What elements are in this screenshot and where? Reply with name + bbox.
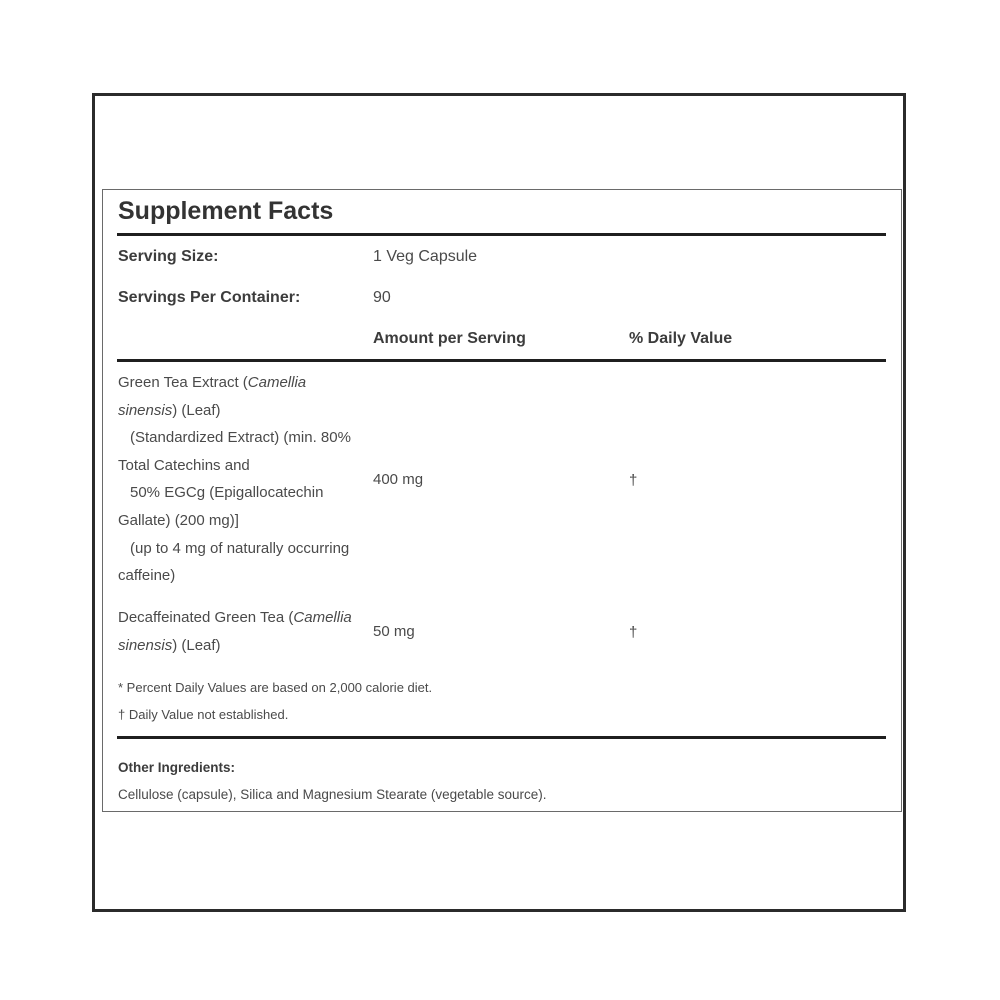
header-divider xyxy=(117,359,886,362)
ingredient-line: Decaffeinated Green Tea (Camellia xyxy=(118,609,352,626)
title-divider xyxy=(117,233,886,236)
ingredient-dv-decaf-green-tea: † xyxy=(629,624,638,641)
page-title: Supplement Facts xyxy=(118,197,334,225)
other-ingredients-label: Other Ingredients: xyxy=(118,760,236,775)
footnote-divider xyxy=(117,736,886,739)
ingredient-dv-green-tea-extract: † xyxy=(629,472,638,489)
ingredient-amount-green-tea-extract: 400 mg xyxy=(373,471,424,488)
ingredient-line: (Standardized Extract) (min. 80% xyxy=(130,429,351,447)
other-ingredients-text: Cellulose (capsule), Silica and Magnesium Stearate (vegetable source). xyxy=(118,787,547,802)
ingredient-line: caffeine) xyxy=(118,567,176,585)
daily-value-header: % Daily Value xyxy=(629,330,733,347)
ingredient-line: sinensis) (Leaf) xyxy=(118,636,221,654)
ingredient-line: sinensis) (Leaf) xyxy=(118,401,221,419)
amount-per-serving-header: Amount per Serving xyxy=(373,330,526,347)
ingredient-line: Green Tea Extract (Camellia xyxy=(118,374,307,391)
servings-per-container-label: Servings Per Container: xyxy=(118,289,301,306)
ingredient-line: (up to 4 mg of naturally occurring xyxy=(130,539,350,557)
ingredient-name-green-tea-extract xyxy=(118,369,378,590)
serving-size-value: 1 Veg Capsule xyxy=(373,248,478,265)
ingredient-amount-decaf-green-tea: 50 mg xyxy=(373,623,415,640)
ingredient-name-decaf-green-tea xyxy=(118,604,378,659)
servings-per-container-value: 90 xyxy=(373,289,391,306)
ingredient-line: Gallate) (200 mg)] xyxy=(118,511,239,529)
ingredient-line: 50% EGCg (Epigallocatechin xyxy=(130,484,324,502)
ingredient-line: Total Catechins and xyxy=(118,456,250,474)
footnote-dv-not-established: † Daily Value not established. xyxy=(118,707,289,722)
footnote-percent-dv: * Percent Daily Values are based on 2,000 calorie diet. xyxy=(118,680,433,695)
serving-size-label: Serving Size: xyxy=(118,248,219,265)
